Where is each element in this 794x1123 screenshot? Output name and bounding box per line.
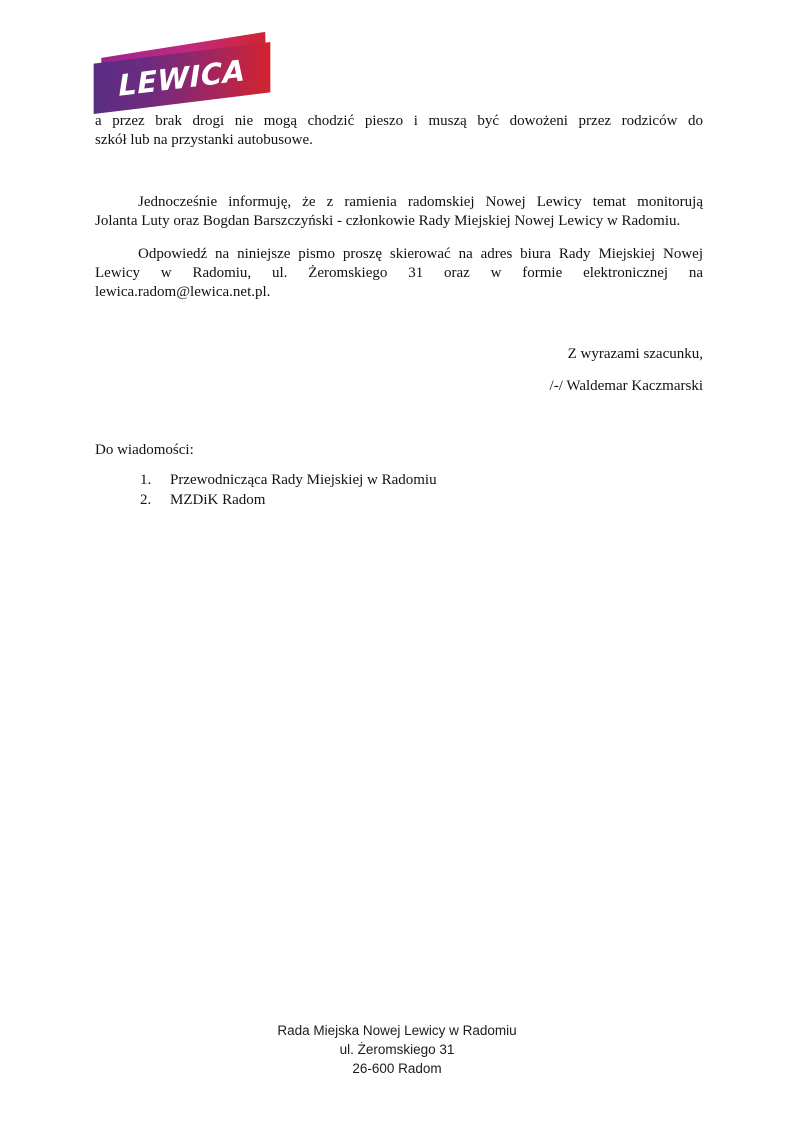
paragraph-1-line-2: szkół lub na przystanki autobusowe. [95,132,313,148]
cc-item-number: 1. [140,472,152,488]
closing-phrase: Z wyrazami szacunku, [567,346,703,362]
footer-city: 26-600 Radom [352,1061,442,1076]
lewica-logo-wordmark: LEWICA [117,52,246,103]
cc-item-text: Przewodnicząca Rady Miejskiej w Radomiu [170,472,437,488]
cc-item-number: 2. [140,491,152,508]
paragraph-2 [95,193,703,231]
email-address: lewica.radom@lewica.net.pl. [95,284,271,300]
paragraph-2-line-1: Jednocześnie informuję, że z ramienia radomskiej Nowej Lewicy temat monitorują [138,194,703,210]
cc-list-item [95,471,703,491]
paragraph-3-line-2: Lewicy w Radomiu, ul. Żeromskiego 31 oraz w formie elektronicznej na [95,265,703,281]
cc-list-item [95,491,703,511]
paragraph-2-line-2: Jolanta Luty oraz Bogdan Barszczyński - członkowie Rady Miejskiej Nowej Lewicy w Radomiu. [95,213,681,229]
paragraph-1 [95,112,703,150]
cc-list [95,471,703,510]
paragraph-1-line-1: a przez brak drogi nie mogą chodzić pieszo i muszą być dowożeni przez rodziców do [95,113,703,129]
paragraph-3 [95,245,703,302]
cc-item-text: MZDiK Radom [170,491,266,508]
footer-organization: Rada Miejska Nowej Lewicy w Radomiu [277,1023,517,1038]
footer-street: ul. Żeromskiego 31 [339,1042,455,1057]
signature-block [95,345,703,396]
lewica-logo [91,40,275,116]
cc-heading: Do wiadomości: [95,442,194,458]
paragraph-3-line-1: Odpowiedź na niniejsze pismo proszę skierować na adres biura Rady Miejskiej Nowej [138,246,703,262]
lewica-logo-front-band [94,42,271,114]
signatory-name: /-/ Waldemar Kaczmarski [549,378,703,394]
footer-address [0,1021,794,1078]
